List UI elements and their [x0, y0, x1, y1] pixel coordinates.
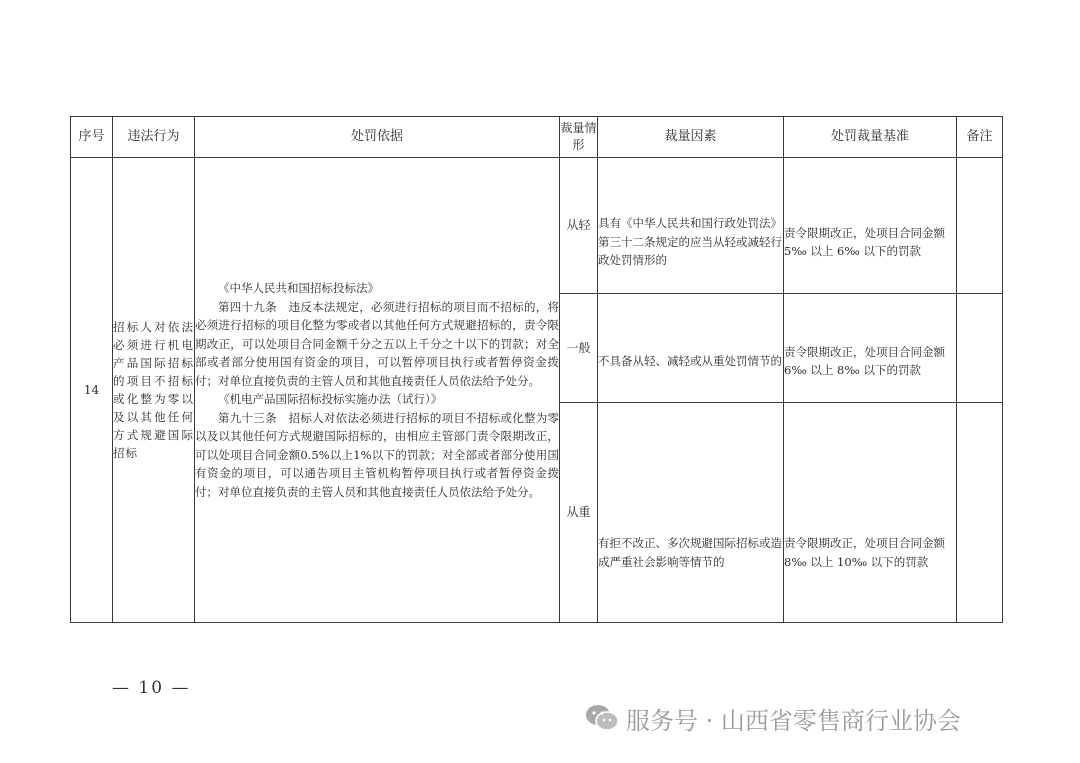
page-number: — 10 — [112, 678, 191, 698]
level-standard-text: 责令限期改正，处项目合同金额 5‰ 以上 6‰ 以下的罚款 [784, 225, 945, 258]
level-standard-text: 责令限期改正，处项目合同金额 8‰ 以上 10‰ 以下的罚款 [784, 536, 945, 569]
level-type: 一般 [560, 294, 598, 403]
note-cell [957, 294, 1003, 403]
level-factor-text: 有拒不改正、多次规避国际招标或造成严重社会影响等情节的 [598, 536, 782, 569]
level-factor [598, 158, 784, 294]
law1-title: 《中华人民共和国招标投标法》 [218, 281, 379, 295]
note-cell [957, 403, 1003, 623]
header-std: 处罚裁量基准 [784, 117, 957, 158]
header-basis: 处罚依据 [195, 117, 560, 158]
law1-text: 第四十九条 违反本法规定，必须进行招标的项目而不招标的，将必须进行招标的项目化整为零或者以其他任何方式规避招标的，责令限期改正，可以处项目合同金额千分之五以上千分之十以下的罚款；对全部或者部分使用国有资金的项目，可以暂停项目执行或者暂停资金拨付；对单位直接负责的主管人员和其他直接责任人员依法给予处分。 [195, 299, 559, 388]
law2-title: 《机电产品国际招标投标实施办法（试行）》 [218, 392, 443, 406]
level-standard [784, 158, 957, 294]
level-standard-text: 责令限期改正，处项目合同金额 6‰ 以上 8‰ 以下的罚款 [784, 344, 945, 377]
row-number: 14 [71, 158, 113, 623]
level-type: 从重 [560, 403, 598, 623]
watermark-text: 服务号 · 山西省零售商行业协会 [626, 706, 961, 735]
violation-description: 招标人对依法必须进行机电产品国际招标的项目不招标或化整为零以及以其他任何方式规避国际招标 [113, 158, 195, 623]
level-type: 从轻 [560, 158, 598, 294]
level-standard [784, 294, 957, 403]
watermark [584, 701, 961, 735]
penalty-table [70, 116, 1003, 623]
header-note: 备注 [957, 117, 1003, 158]
level-standard [784, 403, 957, 623]
penalty-basis [195, 158, 560, 623]
header-row [71, 117, 1003, 158]
header-factor: 裁量因素 [598, 117, 784, 158]
header-act: 违法行为 [113, 117, 195, 158]
table-row [71, 158, 1003, 294]
header-no: 序号 [71, 117, 113, 158]
note-cell [957, 158, 1003, 294]
level-factor-text: 具有《中华人民共和国行政处罚法》第三十二条规定的应当从轻或减轻行政处罚情形的 [598, 216, 782, 268]
wechat-icon [584, 703, 620, 733]
level-factor [598, 294, 784, 403]
level-factor-text: 不具备从轻、减轻或从重处罚情节的 [598, 353, 782, 368]
law2-text: 第九十三条 招标人对依法必须进行招标的项目不招标或化整为零以及以其他任何方式规避国际招标的，由相应主管部门责令限期改正，可以处项目合同金额0.5%以上1%以下的罚款；对全部或者部分使用国有资金的项目，可以通告项目主管机构暂停项目执行或者暂停资金拨付；对单位直接负责的主管人员和其他直接责任人员依法给予处分。 [195, 410, 559, 499]
header-type: 裁量情形 [560, 117, 598, 158]
level-factor [598, 403, 784, 623]
